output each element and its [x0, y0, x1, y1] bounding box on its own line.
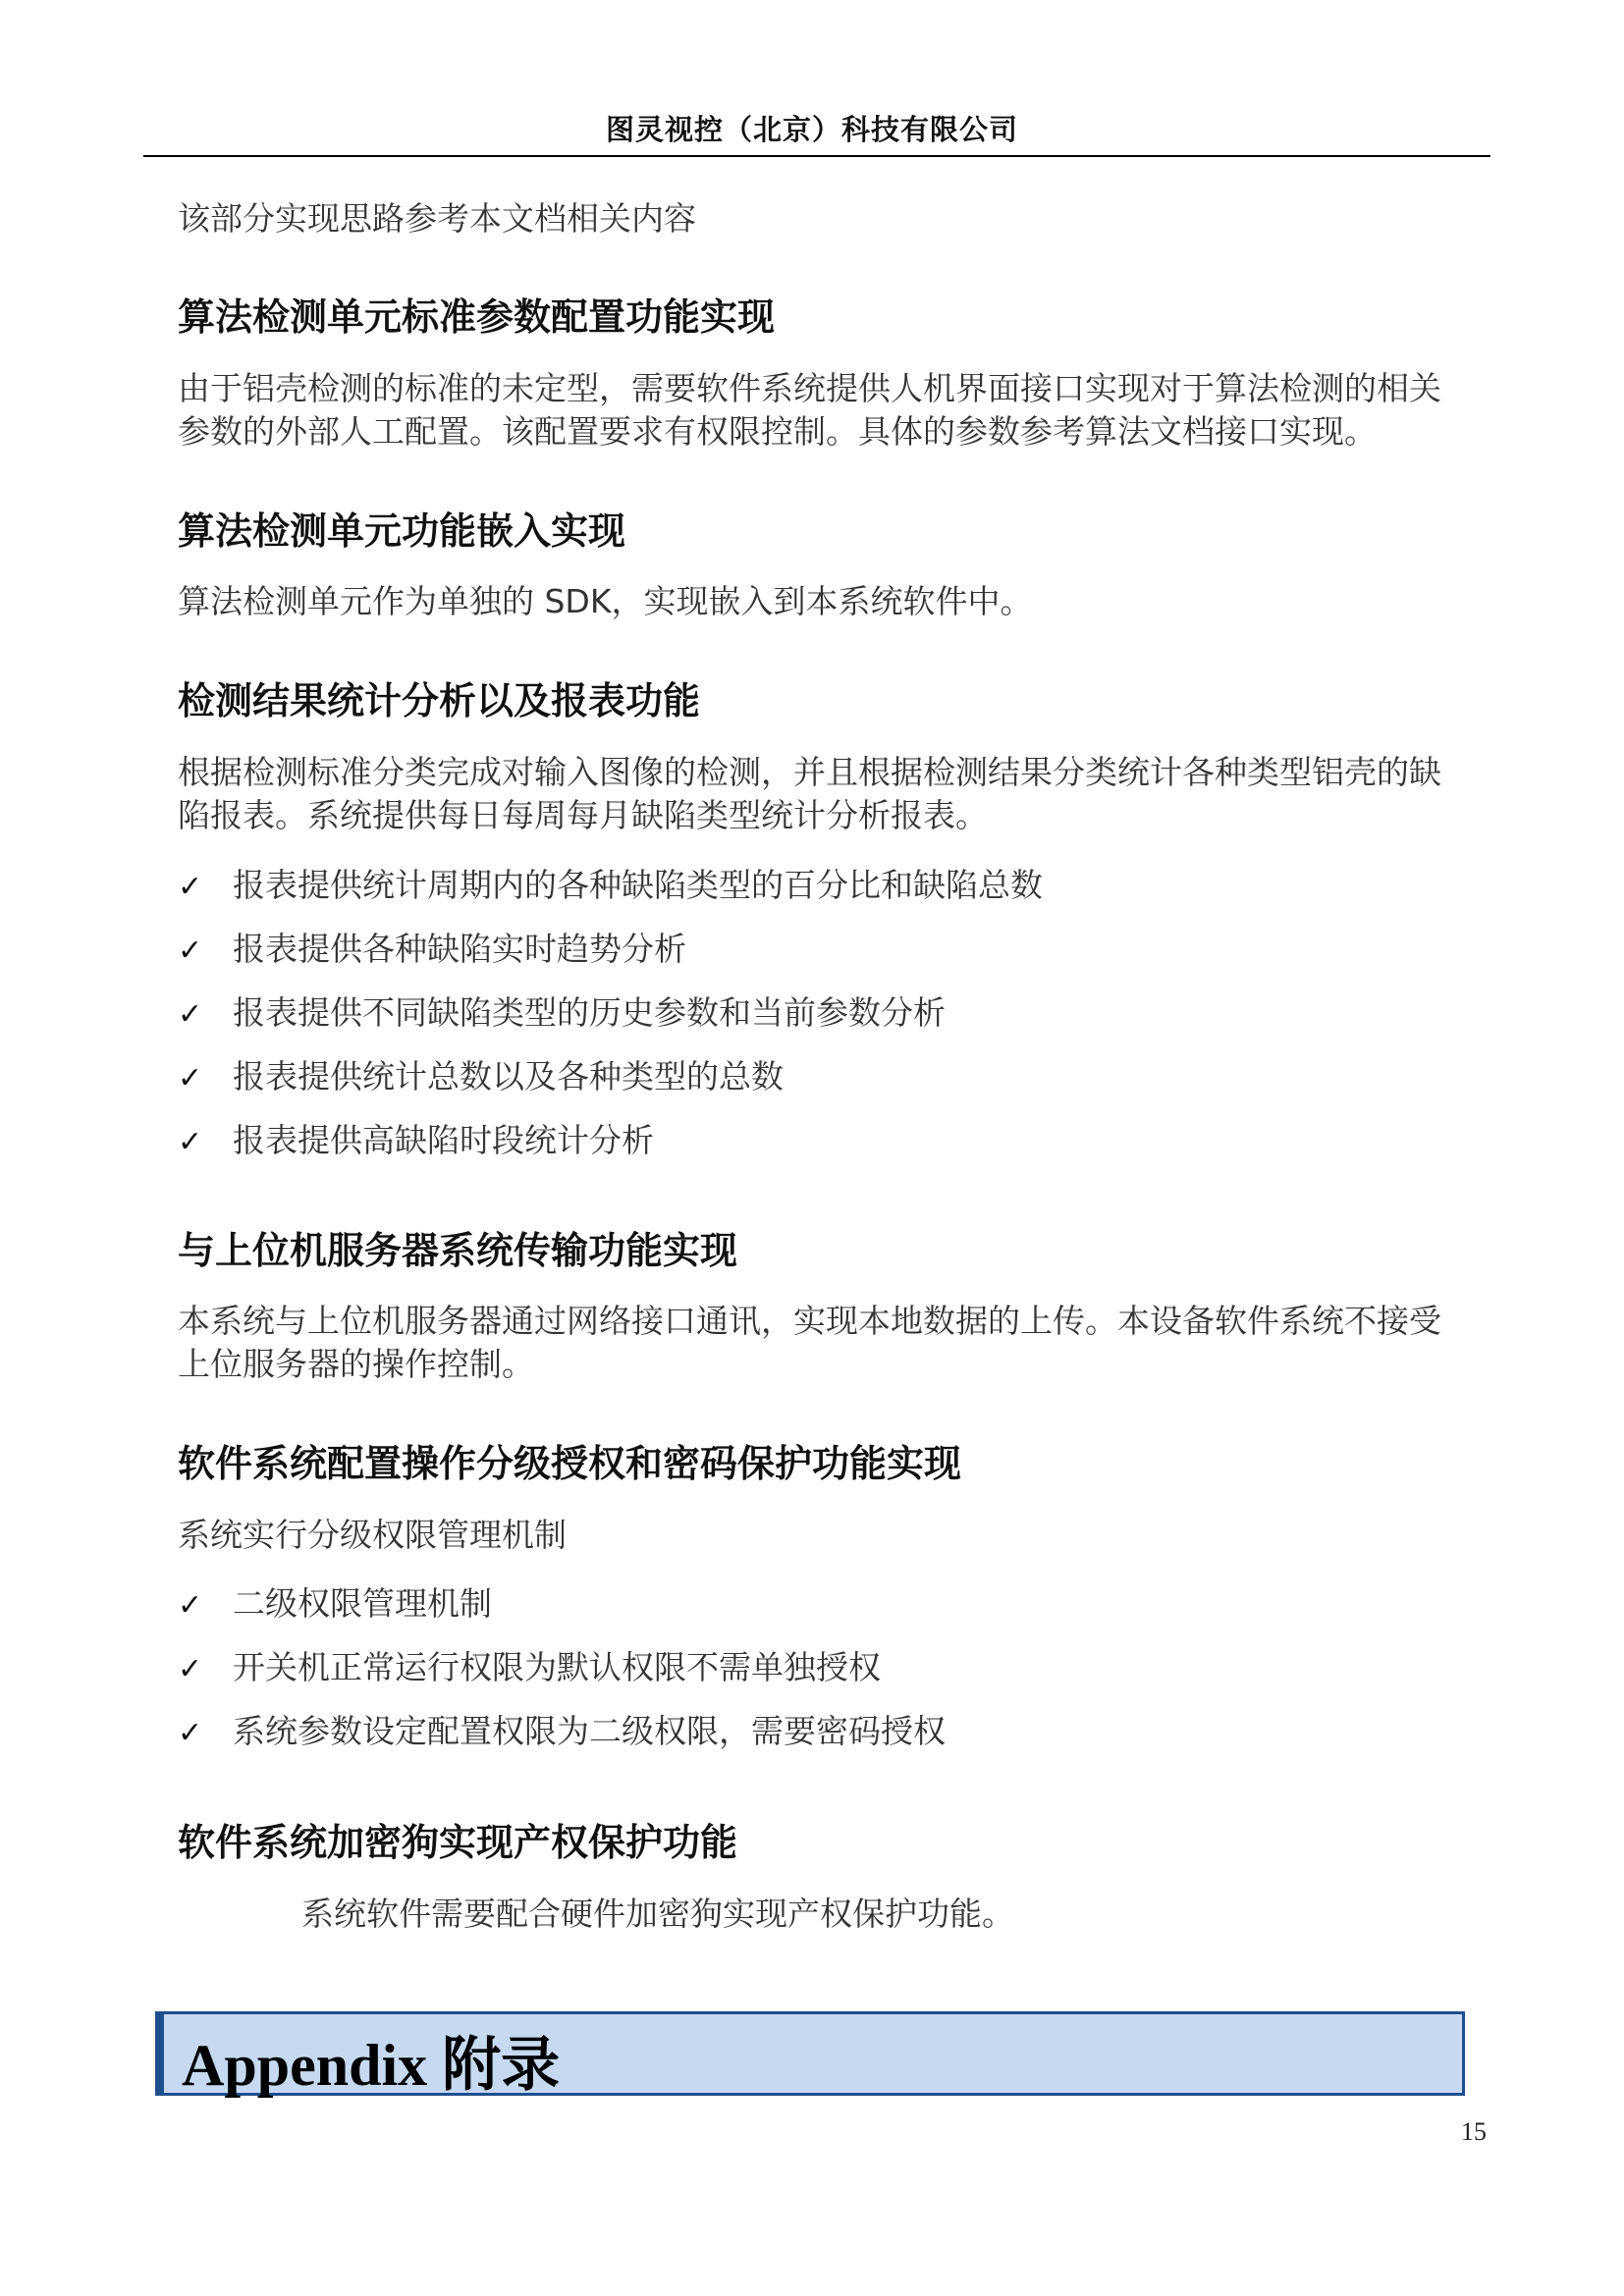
check-mark-icon: ✓	[178, 1716, 203, 1750]
appendix-banner	[155, 2011, 1465, 2096]
checklist-item-text: 报表提供统计周期内的各种缺陷类型的百分比和缺陷总数	[233, 866, 1043, 904]
page-number: 15	[1461, 2117, 1487, 2146]
checklist-item	[178, 1646, 881, 1691]
section-paragraph-line: 由于铝壳检测的标准的未定型，需要软件系统提供人机界面接口实现对于算法检测的相关	[178, 369, 1441, 407]
checklist-item-text: 报表提供各种缺陷实时趋势分析	[233, 930, 686, 968]
section-paragraph-line: 系统软件需要配合硬件加密狗实现产权保护功能。	[301, 1895, 1014, 1933]
section-heading-param-config: 算法检测单元标准参数配置功能实现	[178, 295, 776, 339]
checklist-item	[178, 1582, 492, 1628]
check-mark-icon: ✓	[178, 997, 203, 1032]
section-heading-upload: 与上位机服务器系统传输功能实现	[178, 1229, 738, 1272]
checklist-item	[178, 1119, 654, 1164]
section-heading-report: 检测结果统计分析以及报表功能	[178, 679, 701, 722]
check-mark-icon: ✓	[178, 1125, 203, 1159]
checklist-item	[178, 991, 946, 1037]
company-name: 图灵视控（北京）科技有限公司	[605, 113, 1018, 146]
section-heading-dongle: 软件系统加密狗实现产权保护功能	[178, 1821, 738, 1864]
header-divider	[143, 155, 1490, 157]
checklist-item-text: 报表提供统计总数以及各种类型的总数	[233, 1057, 784, 1095]
checklist-item	[178, 928, 686, 973]
section-paragraph-line: 算法检测单元作为单独的 SDK，实现嵌入到本系统软件中。	[178, 582, 1033, 620]
checklist-item-text: 报表提供高缺陷时段统计分析	[233, 1121, 654, 1159]
checklist-item	[178, 1710, 946, 1755]
checklist-item	[178, 864, 1043, 909]
check-mark-icon: ✓	[178, 1588, 203, 1623]
checklist-item	[178, 1055, 784, 1100]
check-mark-icon: ✓	[178, 1652, 203, 1686]
section-heading-embed: 算法检测单元功能嵌入实现	[178, 509, 626, 553]
section-paragraph-line: 本系统与上位机服务器通过网络接口通讯，实现本地数据的上传。本设备软件系统不接受	[178, 1302, 1441, 1340]
checklist-item-text: 二级权限管理机制	[233, 1584, 492, 1623]
checklist-item-text: 报表提供不同缺陷类型的历史参数和当前参数分析	[233, 993, 946, 1032]
checklist-item-text: 系统参数设定配置权限为二级权限，需要密码授权	[233, 1712, 946, 1750]
section-paragraph-line: 系统实行分级权限管理机制	[178, 1516, 567, 1554]
appendix-title: Appendix 附录	[182, 2033, 561, 2098]
section-paragraph-line: 陷报表。系统提供每日每周每月缺陷类型统计分析报表。	[178, 796, 988, 834]
intro-text: 该部分实现思路参考本文档相关内容	[178, 199, 696, 238]
section-paragraph-line: 参数的外部人工配置。该配置要求有权限控制。具体的参数参考算法文档接口实现。	[178, 412, 1377, 451]
section-paragraph-line: 上位服务器的操作控制。	[178, 1345, 534, 1383]
check-mark-icon: ✓	[178, 934, 203, 968]
check-mark-icon: ✓	[178, 870, 203, 904]
check-mark-icon: ✓	[178, 1061, 203, 1095]
section-paragraph-line: 根据检测标准分类完成对输入图像的检测，并且根据检测结果分类统计各种类型铝壳的缺	[178, 753, 1441, 791]
section-heading-authorization: 软件系统配置操作分级授权和密码保护功能实现	[178, 1442, 962, 1485]
checklist-item-text: 开关机正常运行权限为默认权限不需单独授权	[233, 1648, 881, 1686]
